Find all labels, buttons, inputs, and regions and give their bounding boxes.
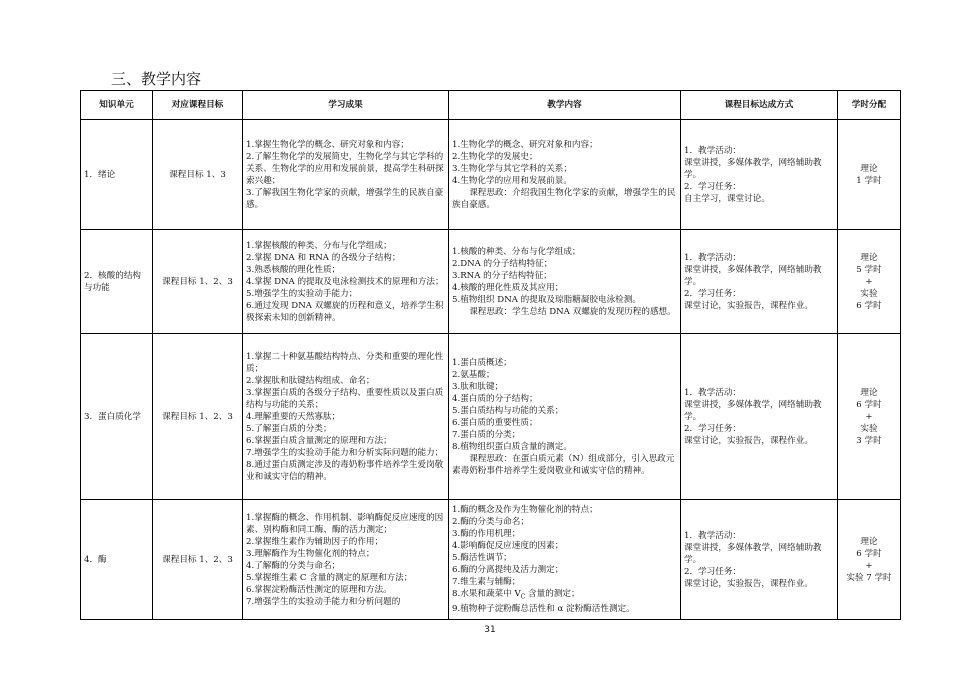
- hours-cell: [838, 500, 901, 620]
- content-item: 1.酶的概念及作为生物催化剂的特点；: [452, 504, 598, 515]
- outcome-item: 3.掌握蛋白质的各级分子结构、重要性质以及蛋白质结构与功能的关系；: [246, 387, 444, 410]
- content-cell: [449, 500, 681, 620]
- hours-item: 6 学时: [856, 300, 882, 311]
- outcome-item: 3.理解酶作为生物催化剂的特点；: [246, 548, 375, 559]
- content-item: 5.蛋白质结构与功能的关系；: [452, 405, 564, 416]
- content-cell: [449, 334, 681, 500]
- outcome-item: 2.掌握肽和肽键结构组成、命名；: [246, 375, 375, 386]
- outcome-item: 4.了解酶的分类与命名；: [246, 560, 341, 571]
- hours-item: 理论: [860, 387, 878, 398]
- header-outcomes: 学习成果: [243, 91, 449, 120]
- hours-item: 6 学时: [856, 548, 882, 559]
- method-item: 2．学习任务：: [684, 181, 742, 192]
- table-row: [81, 334, 901, 500]
- content-item: 5.植物组织 DNA 的提取及琼脂糖凝胶电泳检测。: [452, 294, 641, 305]
- header-content: 教学内容: [449, 91, 681, 120]
- content-item: 1.核酸的种类、分布与化学组成；: [452, 246, 581, 257]
- hours-cell: [838, 230, 901, 334]
- outcome-item: 2.了解生物化学的发展简史，生物化学与其它学科的关系、生物化学的应用和发展前景，提高学生科研探索兴趣；: [246, 151, 444, 186]
- hours-cell: [838, 120, 901, 230]
- hours-item: 理论: [860, 163, 878, 174]
- method-item: 2．学习任务：: [684, 423, 742, 434]
- outcome-item: 4.掌握 DNA 的提取及电泳检测技术的原理和方法；: [246, 276, 444, 287]
- table-header-row: [81, 91, 901, 120]
- method-cell: [681, 120, 838, 230]
- content-item: 2.生物化学的发展史；: [452, 151, 538, 162]
- unit-cell: 4．酶: [81, 500, 153, 620]
- hours-item: 实验: [860, 288, 878, 299]
- page-number: 31: [484, 625, 496, 635]
- outcome-item: 4.理解重要的天然寡肽；: [246, 411, 341, 422]
- content-ideology: 课程思政：在蛋白质元素（N）组成部分，引入思政元素毒奶粉事件培养学生爱岗敬业和诚实守信的精神。: [452, 453, 675, 476]
- method-item: 自主学习，课堂讨论。: [684, 193, 770, 204]
- outcome-item: 1.掌握核酸的种类、分布与化学组成；: [246, 240, 392, 251]
- unit-cell: 1．绪论: [81, 120, 153, 230]
- table-row: [81, 500, 901, 620]
- outcome-item: 6.通过发现 DNA 双螺旋的历程和意义，培养学生积极探索未知的创新精神。: [246, 300, 444, 323]
- content-item: 8.植物组织蛋白质含量的测定。: [452, 441, 572, 452]
- content-item: 7.维生素与辅酶；: [452, 576, 521, 587]
- unit-cell: 3．蛋白质化学: [81, 334, 153, 500]
- content-cell: [449, 230, 681, 334]
- content-item: [452, 588, 677, 604]
- outcome-item: 8.通过蛋白质测定涉及的毒奶粉事件培养学生爱岗敬业和诚实守信的精神。: [246, 459, 444, 482]
- method-item: 1．教学活动：: [684, 530, 742, 541]
- hours-item: +: [865, 560, 873, 571]
- outcome-item: 5.掌握维生素 C 含量的测定的原理和方法；: [246, 572, 413, 583]
- header-goal: 对应课程目标: [153, 91, 243, 120]
- outcome-item: 7.增强学生的实验动手能力和分析问题的: [246, 596, 401, 607]
- method-item: 课堂讨论，实验报告，课程作业。: [684, 578, 813, 589]
- method-item: 2．学习任务：: [684, 566, 742, 577]
- hours-item: 理论: [860, 536, 878, 547]
- content-item: 1.蛋白质概述；: [452, 357, 512, 368]
- method-item: 1．教学活动：: [684, 387, 742, 398]
- content-item: 2.DNA 的分子结构特征；: [452, 258, 553, 269]
- method-item: 课堂讲授，多媒体教学，网络辅助教学。: [684, 542, 822, 565]
- outcomes-cell: [243, 230, 449, 334]
- hours-item: 实验: [860, 423, 878, 434]
- method-item: 课堂讲授，多媒体教学，网络辅助教学。: [684, 399, 822, 422]
- goal-cell: 课程目标 1、2、3: [153, 500, 243, 620]
- hours-item: 理论: [860, 252, 878, 263]
- content-item: 7.蛋白质的分类；: [452, 429, 521, 440]
- method-cell: [681, 334, 838, 500]
- goal-cell: 课程目标 1、2、3: [153, 230, 243, 334]
- content-item: 3.肽和肽键；: [452, 381, 504, 392]
- outcome-item: 5.增强学生的实验动手能力；: [246, 288, 358, 299]
- method-item: 课堂讨论，实验报告，课程作业。: [684, 300, 813, 311]
- method-item: 课堂讨论，实验报告，课程作业。: [684, 435, 813, 446]
- outcome-item: 5.了解蛋白质的分类；: [246, 423, 332, 434]
- unit-cell: 2．核酸的结构与功能: [81, 230, 153, 334]
- outcome-item: 1.掌握生物化学的概念、研究对象和内容；: [246, 139, 409, 150]
- table-row: [81, 120, 901, 230]
- content-cell: [449, 120, 681, 230]
- method-cell: [681, 230, 838, 334]
- content-text: 含量的测定；: [525, 588, 580, 599]
- header-method: 课程目标达成方式: [681, 91, 838, 120]
- hours-item: +: [865, 411, 873, 422]
- section-title: 三、教学内容: [111, 70, 202, 88]
- outcomes-cell: [243, 500, 449, 620]
- outcome-item: 7.增强学生的实验动手能力和分析实际问题的能力；: [246, 447, 444, 458]
- outcome-item: 1.掌握二十种氨基酸结构特点、分类和重要的理化性质；: [246, 351, 444, 374]
- outcome-item: 6.掌握蛋白质含量测定的原理和方法；: [246, 435, 392, 446]
- outcomes-cell: [243, 120, 449, 230]
- outcome-item: 1.掌握酶的概念、作用机制、影响酶促反应速度的因素、别构酶和同工酶、酶的活力测定；: [246, 512, 444, 535]
- hours-item: 6 学时: [856, 399, 882, 410]
- content-item: 2.酶的分类与命名；: [452, 516, 529, 527]
- outcome-item: 3.熟悉核酸的理化性质；: [246, 264, 341, 275]
- content-text: 8.水果和蔬菜中 V: [452, 588, 521, 599]
- outcome-item: 3.了解我国生物化学家的贡献，增强学生的民族自豪感。: [246, 187, 444, 210]
- outcomes-cell: [243, 334, 449, 500]
- teaching-content-table: [80, 90, 901, 620]
- content-ideology: 课程思政：学生总结 DNA 双螺旋的发现历程的感想。: [469, 306, 676, 317]
- outcome-item: 2.掌握维生素作为辅助因子的作用；: [246, 536, 384, 547]
- method-item: 1．教学活动：: [684, 145, 742, 156]
- header-unit: 知识单元: [81, 91, 153, 120]
- content-item: 6.酶的分离提纯及活力测定；: [452, 564, 564, 575]
- content-item: 2.氨基酸；: [452, 369, 495, 380]
- content-item: 1.生物化学的概念、研究对象和内容；: [452, 139, 598, 150]
- outcome-item: 2.掌握 DNA 和 RNA 的各级分子结构；: [246, 252, 401, 263]
- content-item: 9.植物种子淀粉酶总活性和 α 淀粉酶活性测定。: [452, 604, 635, 615]
- content-item: 4.生物化学的应用和发展前景。: [452, 175, 572, 186]
- method-item: 课堂讲授，多媒体教学，网络辅助教学。: [684, 157, 822, 180]
- content-item: 3.RNA 的分子结构特征；: [452, 270, 552, 281]
- hours-item: 实验 7 学时: [846, 572, 892, 583]
- hours-item: 3 学时: [856, 435, 882, 446]
- content-item: 5.酶活性调节；: [452, 552, 512, 563]
- hours-cell: [838, 334, 901, 500]
- hours-item: 5 学时: [856, 264, 882, 275]
- content-subscript: C: [520, 593, 526, 601]
- content-item: 4.蛋白质的分子结构；: [452, 393, 538, 404]
- goal-cell: 课程目标 1、2、3: [153, 334, 243, 500]
- content-item: 3.生物化学与其它学科的关系；: [452, 163, 572, 174]
- content-item: 4.影响酶促反应速度的因素；: [452, 540, 564, 551]
- content-ideology: 课程思政：介绍我国生物化学家的贡献，增强学生的民族自豪感。: [452, 187, 676, 210]
- method-item: 1．教学活动：: [684, 252, 742, 263]
- method-item: 2．学习任务：: [684, 288, 742, 299]
- hours-item: 1 学时: [856, 175, 882, 186]
- method-cell: [681, 500, 838, 620]
- header-hours: 学时分配: [838, 91, 901, 120]
- goal-cell: 课程目标 1、3: [153, 120, 243, 230]
- outcome-item: 6.掌握淀粉酶活性测定的原理和方法。: [246, 584, 392, 595]
- content-item: 3.酶的作用机理；: [452, 528, 521, 539]
- content-item: 6.蛋白质的重要性质；: [452, 417, 538, 428]
- hours-item: +: [865, 276, 873, 287]
- content-item: 4.核酸的理化性质及其应用；: [452, 282, 564, 293]
- table-row: [81, 230, 901, 334]
- method-item: 课堂讲授，多媒体教学，网络辅助教学。: [684, 264, 822, 287]
